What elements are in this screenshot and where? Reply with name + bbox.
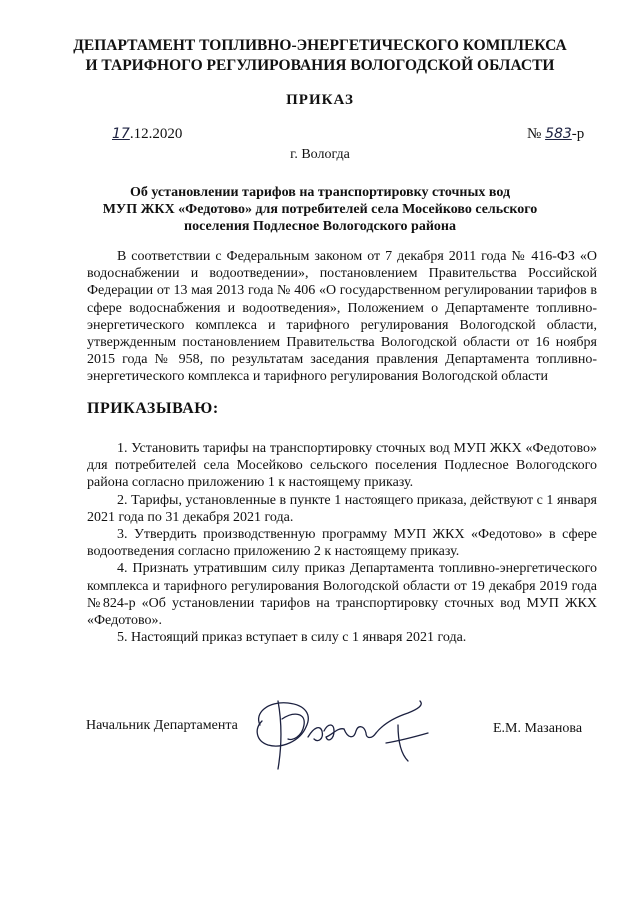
preamble-paragraph: В соответствии с Федеральным законом от 7 декабря 2011 года № 416-ФЗ «О водоснабжении и водоотведении», постановлением Правительства Российской Федерации от 13 мая 2013 года № 406 «О государственном регулировании тарифов в сфере водоснабжения и водоотведения», Положением о Департаменте топливно-энергетического комплекса и тарифного регулирования Вологодской области, утвержденным постановлением Правительства Вологодской области от 16 ноября 2015 года № 958, по результатам заседания правления Департамента топливно-энергетического комплекса и тарифного регулирования Вологодской области: [87, 249, 597, 385]
document-number: [527, 126, 584, 143]
signatory-name: Е.М. Мазанова: [493, 721, 583, 736]
handwritten-signature: [248, 683, 448, 783]
document-subject: [0, 184, 640, 235]
document-type: ПРИКАЗ: [286, 92, 354, 108]
subject-line-1: Об установлении тарифов на транспортировку сточных вод: [129, 185, 511, 200]
subject-line-2: МУП ЖКХ «Федотово» для потребителей села Мосейково сельского: [102, 202, 538, 217]
organization-line-1: ДЕПАРТАМЕНТ ТОПЛИВНО-ЭНЕРГЕТИЧЕСКОГО КОМПЛЕКСА: [73, 37, 567, 54]
order-item-3: 3. Утвердить производственную программу МУП ЖКХ «Федотово» в сфере водоотведения согласно приложению 2 к настоящему приказу.: [87, 527, 597, 560]
organization-name: [0, 36, 640, 76]
document-date: [112, 126, 182, 143]
order-item-1: 1. Установить тарифы на транспортировку сточных вод МУП ЖКХ «Федотово» для потребителей села Мосейково сельского поселения Подлесное Вологодского района согласно приложению 1 к настоящему приказу.: [87, 441, 597, 491]
number-prefix: №: [527, 126, 542, 142]
city: г. Вологда: [290, 147, 350, 162]
organization-line-2: И ТАРИФНОГО РЕГУЛИРОВАНИЯ ВОЛОГОДСКОЙ ОБЛАСТИ: [85, 57, 555, 74]
number-suffix: -р: [571, 126, 585, 142]
order-items: [87, 440, 597, 646]
order-item-4: 4. Признать утратившим силу приказ Департамента топливно-энергетического комплекса и тарифного регулирования Вологодской области от 19 декабря 2019 года №824-р «Об установлении тарифов на транспортировку сточных вод МУП ЖКХ «Федотово».: [87, 561, 597, 629]
signatory-position: Начальник Департамента: [86, 718, 238, 733]
number-handwritten: 583: [545, 126, 572, 142]
date-rest: .12.2020: [129, 126, 183, 142]
order-item-5: 5. Настоящий приказ вступает в силу с 1 января 2021 года.: [117, 630, 467, 646]
orders-heading: ПРИКАЗЫВАЮ:: [87, 400, 219, 417]
order-item-2: 2. Тарифы, установленные в пункте 1 настоящего приказа, действуют с 1 января 2021 года по 31 декабря 2021 года.: [87, 492, 597, 525]
date-day-handwritten: 17: [112, 126, 130, 142]
subject-line-3: поселения Подлесное Вологодского района: [184, 219, 456, 234]
